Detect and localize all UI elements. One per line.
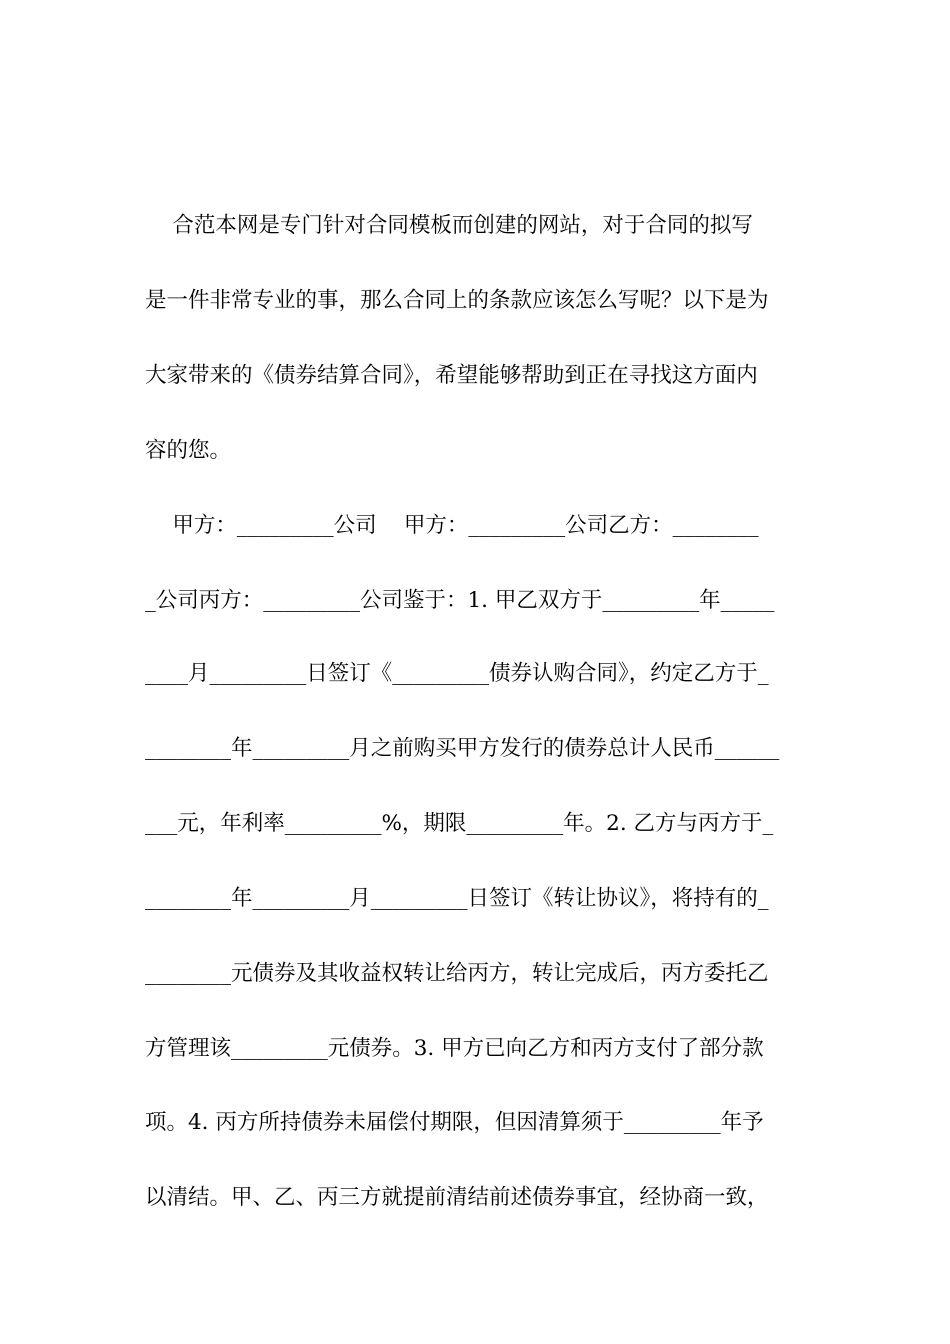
paragraph-line: ________年_________月_________日签订《转让协议》，将持有的_ bbox=[145, 886, 769, 911]
paragraph-line: 方管理该_________元债券。3. 甲方已向乙方和丙方支付了部分款 bbox=[145, 1036, 764, 1061]
paragraph-line: 大家带来的《债券结算合同》，希望能够帮助到正在寻找这方面内 bbox=[145, 363, 758, 388]
paragraph-line: ________年_________月之前购买甲方发行的债券总计人民币______ bbox=[145, 736, 780, 761]
paragraph-line: 合范本网是专门针对合同模板而创建的网站，对于合同的拟写 bbox=[145, 213, 753, 238]
paragraph-line: ___元，年利率_________%，期限_________年。2. 乙方与丙方于_ bbox=[145, 811, 774, 836]
paragraph-line: 项。4. 丙方所持债券未届偿付期限，但因清算须于_________年予 bbox=[145, 1110, 764, 1135]
paragraph-line: 以清结。甲、乙、丙三方就提前清结前述债券事宜，经协商一致， bbox=[145, 1185, 769, 1210]
paragraph-line: ________元债券及其收益权转让给丙方，转让完成后，丙方委托乙 bbox=[145, 961, 769, 986]
paragraph-line: 甲方：_________公司 甲方：_________公司乙方：________ bbox=[145, 513, 759, 538]
paragraph-line: ____月_________日签订《_________债券认购合同》，约定乙方于_ bbox=[145, 661, 769, 686]
paragraph-line: _公司丙方：_________公司鉴于：1. 甲乙双方于_________年_____ bbox=[145, 588, 775, 613]
paragraph-line: 容的您。 bbox=[145, 438, 232, 463]
paragraph-line: 是一件非常专业的事，那么合同上的条款应该怎么写呢？以下是为 bbox=[145, 288, 769, 313]
